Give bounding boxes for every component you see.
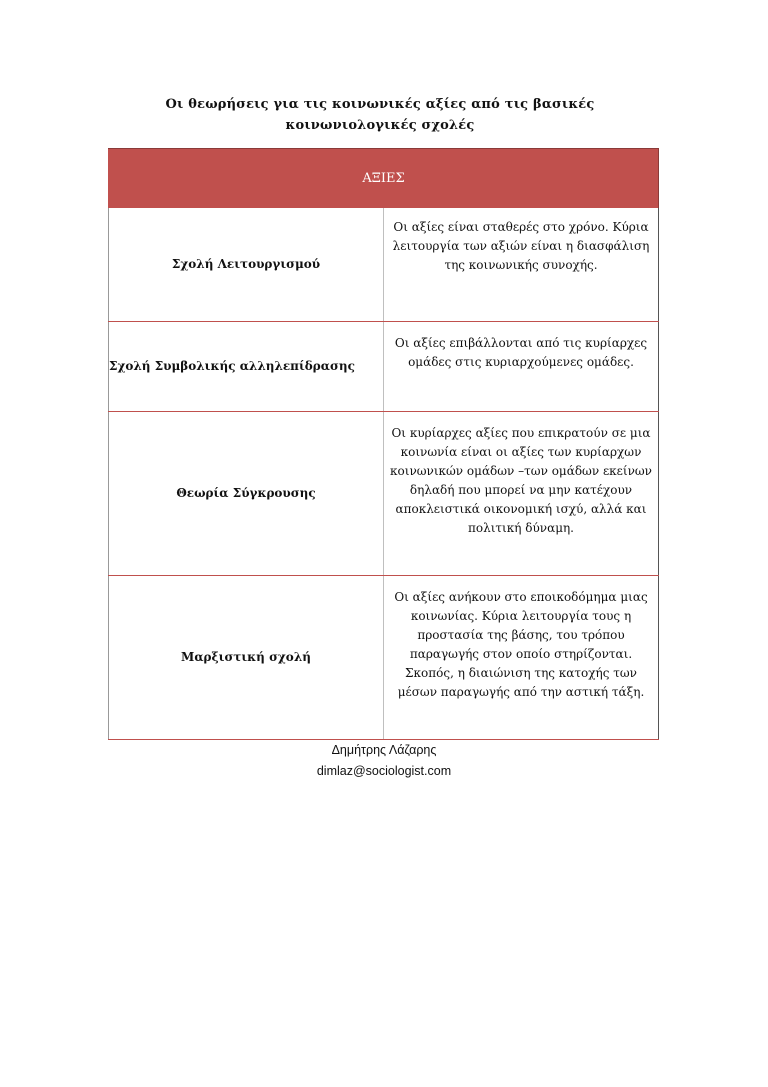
school-name: Σχολή Συμβολικής αλληλεπίδρασης: [109, 321, 384, 411]
table-header-row: [109, 149, 659, 209]
values-table: [108, 148, 659, 740]
author-email: dimlaz@sociologist.com: [316, 764, 452, 778]
footer: [200, 740, 568, 782]
school-description: Οι κυρίαρχες αξίες που επικρατούν σε μια κοινωνία είναι οι αξίες των κυρίαρχων κοινωνικών ομάδων –των ομάδων εκείνων δηλαδή που μπορεί να μην κατέχουν αποκλειστικά οικονομική ισχύ, αλλά και πολιτική δύναμη.: [384, 411, 659, 575]
table-row: [109, 208, 659, 321]
table-row: [109, 321, 659, 411]
table-header-values: ΑΞΙΕΣ: [109, 149, 659, 209]
school-description: Οι αξίες είναι σταθερές στο χρόνο. Κύρια λειτουργία των αξιών είναι η διασφάλιση της κοινωνικής συνοχής.: [384, 208, 659, 321]
author-name: Δημήτρης Λάζαρης: [331, 743, 437, 757]
school-name: Μαρξιστική σχολή: [109, 575, 384, 739]
school-description: Οι αξίες ανήκουν στο εποικοδόμημα μιας κοινωνίας. Κύρια λειτουργία τους η προστασία της βάσης, του τρόπου παραγωγής στον οποίο στηρίζονται. Σκοπός, η διαιώνιση της κατοχής των μέσων παραγωγής από την αστική τάξη.: [384, 575, 659, 739]
school-name: Θεωρία Σύγκρουσης: [109, 411, 384, 575]
school-description: Οι αξίες επιβάλλονται από τις κυρίαρχες ομάδες στις κυριαρχούμενες ομάδες.: [384, 321, 659, 411]
school-name: Σχολή Λειτουργισμού: [109, 208, 384, 321]
table-row: [109, 411, 659, 575]
table-row: [109, 575, 659, 739]
page-title: Οι θεωρήσεις για τις κοινωνικές αξίες από τις βασικές κοινωνιολογικές σχολές: [165, 97, 595, 133]
